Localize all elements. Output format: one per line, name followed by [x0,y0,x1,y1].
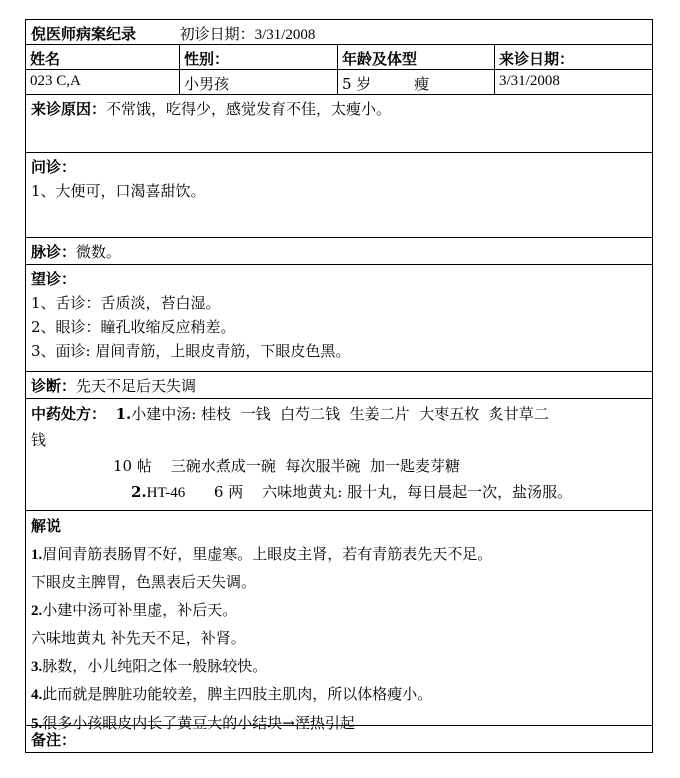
observation-line-2: 2、眼诊：瞳孔收缩反应稍差。 [31,318,236,336]
prescription-item2-code: HT-46 [146,485,186,501]
explanation-label: 解说 [31,517,62,535]
patient-values-row [26,70,652,95]
reason-section [26,95,652,153]
inquiry-section [26,153,652,238]
name-header: 姓名 [26,45,180,69]
explanation-section [26,511,652,732]
explanation-line-5: 3.脉数，小儿纯阳之体一般脉较快。 [31,656,268,675]
prescription-item1-number: 1. [115,405,132,423]
prescription-item1-text: 小建中汤: 桂枝 一钱 白芍二钱 生姜二片 大枣五枚 炙甘草二 [131,405,549,423]
pulse-section [26,238,652,265]
diagnosis-text: 先天不足后天失调 [76,377,197,395]
inquiry-line-1: 1、大便可，口渴喜甜饮。 [31,182,206,200]
observation-section [26,265,652,372]
diagnosis-label: 诊断： [31,377,77,395]
explanation-line-2: 下眼皮主脾胃，色黑表后天失调。 [31,573,257,591]
patient-gender: 小男孩 [180,70,338,94]
first-visit-date: 3/31/2008 [254,27,316,43]
explanation-line-3: 2.小建中汤可补里虚，补后天。 [31,600,238,619]
prescription-item2-number: 2. [131,483,147,501]
explanation-line-6: 4.此而就是脾脏功能较差，脾主四肢主肌肉，所以体格瘦小。 [31,685,433,703]
prescription-label: 中药处方： [31,405,107,423]
gender-header: 性别： [180,45,338,69]
inquiry-label: 问诊： [31,158,77,176]
first-visit-label: 初诊日期： [179,25,255,43]
prescription-line-1 [31,401,647,427]
age-build-header: 年龄及体型 [338,45,495,69]
patient-age-build: 5 岁 瘦 [338,70,495,94]
prescription-line-2 [31,479,647,506]
prescription-section [26,399,652,511]
observation-line-1: 1、舌诊：舌质淡，苔白湿。 [31,294,221,312]
prescription-item1-dose: 10 帖 三碗水煮成一碗 每次服半碗 加一匙麦芽糖 [113,457,461,475]
observation-line-3: 3、面诊: 眉间青筋，上眼皮青筋，下眼皮色黑。 [31,342,351,360]
notes-label: 备注： [31,731,77,749]
record-header-row [26,20,652,45]
visit-date-header: 来诊日期： [499,50,575,68]
pulse-label: 脉诊： [31,243,77,261]
case-record-table [25,19,653,753]
reason-text: 不常饿，吃得少，感觉发育不佳，太瘦小。 [106,100,392,118]
record-title: 倪医师病案纪录 [31,25,137,43]
prescription-item1-wrap: 钱 [31,431,47,449]
prescription-item2-text: 6 两 六味地黄丸: 服十丸，每日晨起一次，盐汤服。 [213,483,573,501]
explanation-line-4: 六味地黄丸 补先天不足，补肾。 [31,629,246,647]
patient-visit-date: 3/31/2008 [499,73,560,89]
observation-label: 望诊： [31,270,77,288]
explanation-line-7: 5.很多小孩眼皮内长了黄豆大的小结块→溼热引起 [31,713,355,732]
patient-name: 023 C,A [26,70,180,94]
diagnosis-section [26,372,652,399]
explanation-line-1: 1.眉间青筋表肠胃不好，里虚寒。上眼皮主肾，若有青筋表先天不足。 [31,544,493,563]
reason-label: 来诊原因： [31,100,107,118]
pulse-text: 微数。 [76,243,122,261]
patient-header-row [26,45,652,70]
